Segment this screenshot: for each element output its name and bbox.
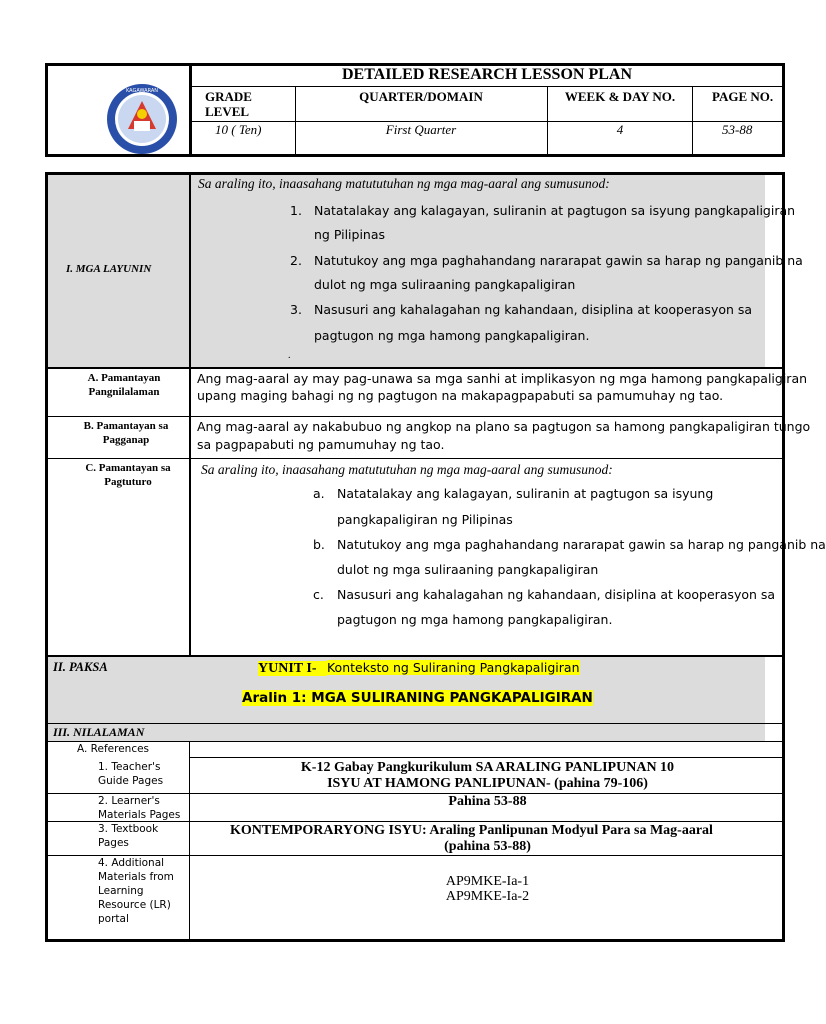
learners-materials-line1: Pahina 53-88 bbox=[448, 794, 527, 809]
standard-b-text-line2: sa pagpapabuti ng pamumuhay ng tao. bbox=[197, 437, 445, 452]
standard-c-item-b-num: b. bbox=[313, 537, 325, 552]
standard-c-item-b-line1: Natutukoy ang mga paghahandang nararapat gawin sa harap ng panganib na bbox=[337, 537, 826, 552]
lesson-title: Aralin 1: MGA SULIRANING PANGKAPALIGIRAN bbox=[242, 690, 593, 706]
week-day-value: 4 bbox=[616, 122, 624, 137]
objective-2-line1: Natutukoy ang mga paghahandang nararapat gawin sa harap ng panganib na bbox=[314, 253, 803, 268]
teachers-guide-line2: ISYU AT HAMONG PANLIPUNAN- (pahina 79-106) bbox=[327, 776, 648, 791]
standard-c-intro: Sa araling ito, inaasahang matututuhan ng mga mag-aaral ang sumusunod: bbox=[201, 462, 613, 477]
standard-c-item-b-line2: dulot ng mga suliraaning pangkapaligiran bbox=[337, 562, 599, 577]
grade-level-value: 10 ( Ten) bbox=[215, 122, 262, 137]
standard-c-item-a-num: a. bbox=[313, 486, 325, 501]
teachers-guide-label: 1. Teacher's Guide Pages bbox=[98, 761, 164, 787]
learners-materials-label: 2. Learner's Materials Pages bbox=[98, 795, 181, 821]
deped-seal bbox=[106, 83, 178, 155]
objective-3-line1: Nasusuri ang kahalagahan ng kahandaan, disiplina at kooperasyon sa bbox=[314, 302, 753, 317]
textbook-line2: (pahina 53-88) bbox=[444, 839, 531, 854]
standard-c-label: C. Pamantayan sa Pagtuturo bbox=[85, 462, 171, 488]
week-day-header: WEEK & DAY NO. bbox=[564, 89, 676, 104]
unit-line bbox=[258, 659, 580, 677]
objective-1-line2: ng Pilipinas bbox=[314, 227, 386, 242]
standard-c-item-c-num: c. bbox=[313, 587, 324, 602]
page-no-header: PAGE NO. bbox=[712, 89, 774, 104]
standard-b-text-line1: Ang mag-aaral ay nakabubuo ng angkop na plano sa pagtugon sa hamong pangkapaligiran tungo bbox=[197, 419, 811, 434]
standard-c-item-a-line2: pangkapaligiran ng Pilipinas bbox=[337, 512, 513, 527]
standard-c-item-a-line1: Natatalakay ang kalagayan, suliranin at pagtugon sa isyung bbox=[337, 486, 714, 501]
additional-materials-label: 4. Additional Materials from Learning Resource (LR) portal bbox=[98, 857, 174, 925]
textbook-pages-label: 3. Textbook Pages bbox=[98, 823, 159, 849]
seal-lettering: KAGAWARAN bbox=[125, 88, 159, 94]
quarter-value: First Quarter bbox=[385, 122, 457, 137]
standard-a-text-line2: upang maging bahagi ng ng pagtugon na makapagpapabuti sa pamumuhay ng tao. bbox=[197, 388, 724, 403]
objective-2-line2: dulot ng mga suliraaning pangkapaligiran bbox=[314, 277, 576, 292]
unit-label: YUNIT I- bbox=[258, 661, 317, 676]
teachers-guide-line1: K-12 Gabay Pangkurikulum SA ARALING PANLIPUNAN 10 bbox=[300, 760, 675, 775]
objective-1-num: 1. bbox=[290, 203, 302, 218]
objectives-intro: Sa araling ito, inaasahang matututuhan ng mga mag-aaral ang sumusunod: bbox=[198, 176, 610, 191]
grade-level-header: GRADE LEVEL bbox=[205, 89, 252, 119]
standard-b-label: B. Pamantayan sa Pagganap bbox=[83, 420, 169, 446]
textbook-line1: KONTEMPORARYONG ISYU: Araling Panlipunan Modyul Para sa Mag-aaral bbox=[230, 823, 713, 838]
lesson-plan-title: DETAILED RESEARCH LESSON PLAN bbox=[342, 66, 632, 83]
additional-materials-line2: AP9MKE-Ia-2 bbox=[445, 889, 530, 904]
standard-a-text-line1: Ang mag-aaral ay may pag-unawa sa mga sanhi at implikasyon ng mga hamong pangkapaligiran bbox=[197, 371, 808, 386]
standard-a-label: A. Pamantayan Pangnilalaman bbox=[87, 372, 161, 398]
objectives-trail: . bbox=[288, 350, 291, 361]
nilalaman-label: III. NILALAMAN bbox=[53, 725, 145, 739]
unit-title: Konteksto ng Suliraning Pangkapaligiran bbox=[326, 660, 580, 675]
references-label: A. References bbox=[77, 743, 150, 755]
additional-materials-line1: AP9MKE-Ia-1 bbox=[445, 874, 530, 889]
standard-c-item-c-line2: pagtugon ng mga hamong pangkapaligiran. bbox=[337, 612, 613, 627]
objective-1-line1: Natatalakay ang kalagayan, suliranin at pagtugon sa isyung pangkapaligiran bbox=[314, 203, 796, 218]
page-no-value: 53-88 bbox=[722, 122, 753, 137]
objectives-label: I. MGA LAYUNIN bbox=[66, 263, 152, 275]
objective-3-num: 3. bbox=[290, 302, 302, 317]
quarter-domain-header: QUARTER/DOMAIN bbox=[359, 89, 483, 104]
paksa-label: II. PAKSA bbox=[53, 660, 108, 674]
objective-3-line2: pagtugon ng mga hamong pangkapaligiran. bbox=[314, 328, 590, 343]
objective-2-num: 2. bbox=[290, 253, 302, 268]
standard-c-item-c-line1: Nasusuri ang kahalagahan ng kahandaan, disiplina at kooperasyon sa bbox=[337, 587, 776, 602]
